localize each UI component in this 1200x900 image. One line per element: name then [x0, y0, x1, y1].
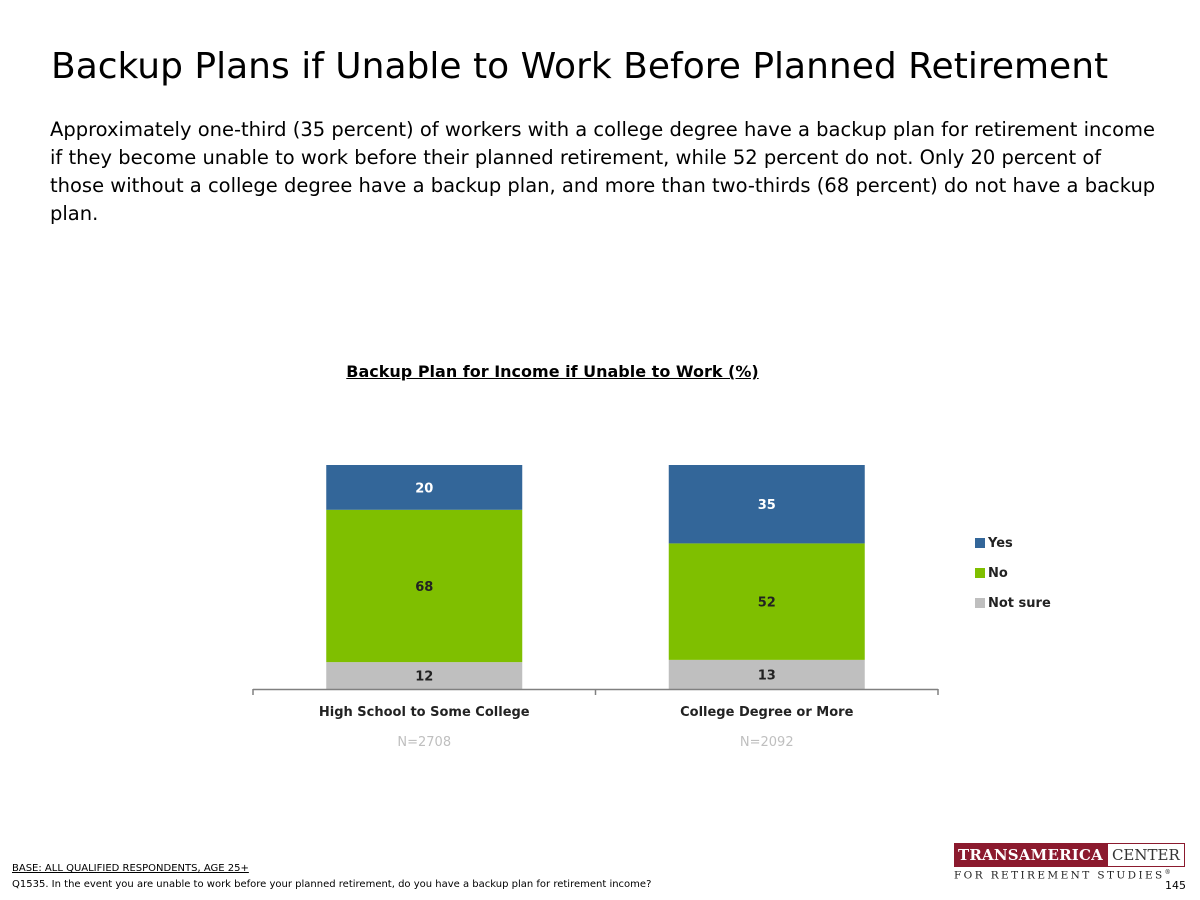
legend-label-yes: Yes: [988, 536, 1013, 551]
sample-size-label: N=2092: [739, 735, 794, 750]
logo-reg-mark: ®: [1164, 869, 1171, 876]
summary-text: Approximately one-third (35 percent) of workers with a college degree have a backup plan for retirement income if they become unable to work before their planned retirement, while 52 percent do not. Only 20 percent of those without a college degree have a backup plan, and more than two-thirds (68 percent) do not have a backup plan.: [50, 118, 1156, 225]
logo-center: CENTER: [1107, 843, 1185, 867]
category-label: College Degree or More: [680, 705, 854, 720]
base-note: BASE: ALL QUALIFIED RESPONDENTS, AGE 25+: [12, 863, 249, 874]
legend-swatch-yes: [975, 538, 985, 548]
logo-subtitle: [954, 869, 1185, 882]
legend-swatch-not-sure: [975, 598, 985, 608]
category-label: High School to Some College: [318, 705, 530, 720]
logo-subtitle-text: FOR RETIREMENT STUDIES: [954, 869, 1165, 882]
sample-size-label: N=2708: [397, 735, 452, 750]
data-label-no: 68: [415, 579, 434, 595]
page-title: Backup Plans if Unable to Work Before Planned Retirement: [51, 46, 1109, 87]
chart-title: Backup Plan for Income if Unable to Work (%): [346, 362, 759, 381]
page-number: 145: [1165, 879, 1186, 892]
data-label-not-sure: 12: [415, 669, 434, 685]
question-note: Q1535. In the event you are unable to work before your planned retirement, do you have a backup plan for retirement income?: [12, 879, 652, 890]
data-label-yes: 35: [757, 498, 776, 514]
legend-label-not-sure: Not sure: [988, 596, 1051, 611]
data-label-not-sure: 13: [757, 668, 776, 684]
data-label-no: 52: [757, 595, 776, 611]
logo-brand: TRANSAMERICA: [954, 843, 1107, 867]
legend-swatch-no: [975, 568, 985, 578]
transamerica-logo: [954, 843, 1185, 882]
data-label-yes: 20: [415, 481, 434, 497]
legend-label-no: No: [988, 566, 1008, 581]
